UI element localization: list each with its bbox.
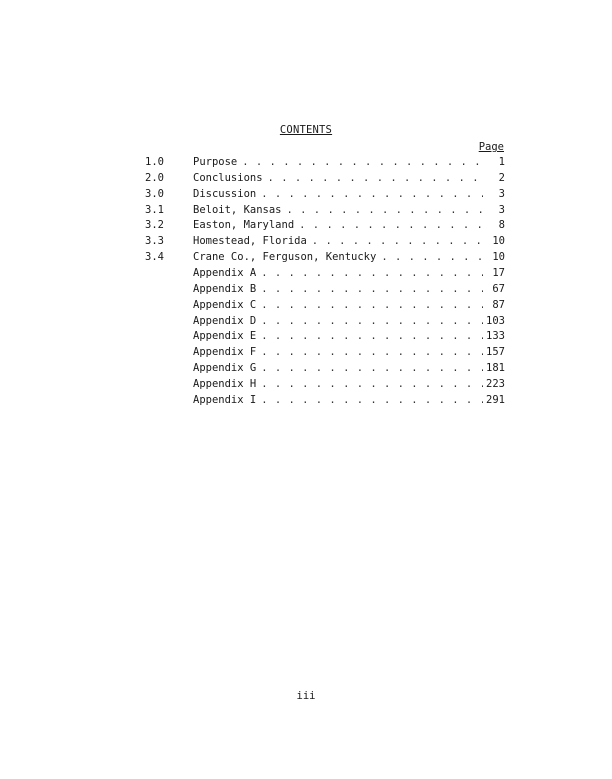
- page-number: 2: [498, 171, 505, 184]
- toc-entry-homestead: [145, 235, 505, 251]
- toc-entry-appendix-h: [145, 378, 505, 394]
- page-number: 3: [498, 203, 505, 216]
- page-number: 87: [492, 298, 505, 311]
- section-number: 1.0: [145, 156, 164, 168]
- dot-leader: [261, 315, 483, 327]
- page-number: 3: [498, 187, 505, 200]
- page-number: 223: [486, 378, 505, 391]
- toc-entry-beloit: [145, 204, 505, 220]
- section-title: Appendix B: [193, 282, 257, 295]
- dot-leader: [261, 188, 483, 200]
- page-title: CONTENTS: [279, 124, 333, 136]
- section-title: Appendix C: [193, 298, 257, 311]
- section-title: Easton, Maryland: [193, 219, 295, 232]
- page-number: 157: [486, 346, 505, 359]
- toc-entry-easton: [145, 219, 505, 235]
- toc-entry-appendix-c: [145, 299, 505, 315]
- section-title: Purpose: [193, 156, 238, 168]
- section-title: Appendix G: [193, 362, 257, 375]
- dot-leader: [261, 299, 483, 311]
- dot-leader: [287, 204, 483, 216]
- page-number: 17: [492, 267, 505, 280]
- table-of-contents: [145, 156, 505, 410]
- toc-entry-crane-co: [145, 251, 505, 267]
- toc-entry-appendix-f: [145, 346, 505, 362]
- page-number: 67: [492, 282, 505, 295]
- dot-leader: [381, 251, 483, 263]
- section-title: Conclusions: [193, 171, 263, 184]
- toc-entry-conclusions: [145, 172, 505, 188]
- footer-page-number: iii: [296, 690, 316, 702]
- page-number: 133: [486, 330, 505, 343]
- dot-leader: [312, 235, 483, 247]
- page-number: 181: [486, 362, 505, 375]
- section-number: 3.2: [145, 219, 164, 232]
- section-title: Appendix H: [193, 378, 257, 391]
- page-column-header: Page: [478, 141, 504, 153]
- section-title: Appendix A: [193, 267, 257, 280]
- page-number: 1: [498, 156, 505, 168]
- section-title: Crane Co., Ferguson, Kentucky: [193, 251, 377, 264]
- dot-leader: [261, 267, 483, 279]
- dot-leader: [261, 378, 483, 390]
- dot-leader: [261, 394, 483, 406]
- section-title: Homestead, Florida: [193, 235, 307, 248]
- toc-entry-appendix-g: [145, 362, 505, 378]
- toc-entry-appendix-e: [145, 330, 505, 346]
- section-title: Discussion: [193, 187, 257, 200]
- toc-entry-appendix-i: [145, 394, 505, 410]
- toc-entry-purpose: [145, 156, 505, 172]
- section-number: 3.1: [145, 203, 164, 216]
- toc-entry-appendix-d: [145, 315, 505, 331]
- dot-leader: [261, 330, 483, 342]
- section-title: Beloit, Kansas: [193, 203, 282, 216]
- dot-leader: [261, 362, 483, 374]
- dot-leader: [242, 156, 483, 168]
- section-title: Appendix F: [193, 346, 257, 359]
- toc-entry-appendix-a: [145, 267, 505, 283]
- section-number: 3.4: [145, 251, 164, 264]
- page-number: 10: [492, 235, 505, 248]
- section-title: Appendix I: [193, 393, 257, 406]
- dot-leader: [299, 219, 483, 231]
- page-number: 291: [486, 393, 505, 406]
- section-title: Appendix E: [193, 330, 257, 343]
- page-number: 8: [498, 219, 505, 232]
- toc-entry-appendix-b: [145, 283, 505, 299]
- section-number: 3.0: [145, 187, 164, 200]
- dot-leader: [261, 283, 483, 295]
- dot-leader: [268, 172, 483, 184]
- page-number: 10: [492, 251, 505, 264]
- dot-leader: [261, 346, 483, 358]
- section-number: 2.0: [145, 171, 164, 184]
- toc-entry-discussion: [145, 188, 505, 204]
- section-title: Appendix D: [193, 314, 257, 327]
- section-number: 3.3: [145, 235, 164, 248]
- page-number: 103: [486, 314, 505, 327]
